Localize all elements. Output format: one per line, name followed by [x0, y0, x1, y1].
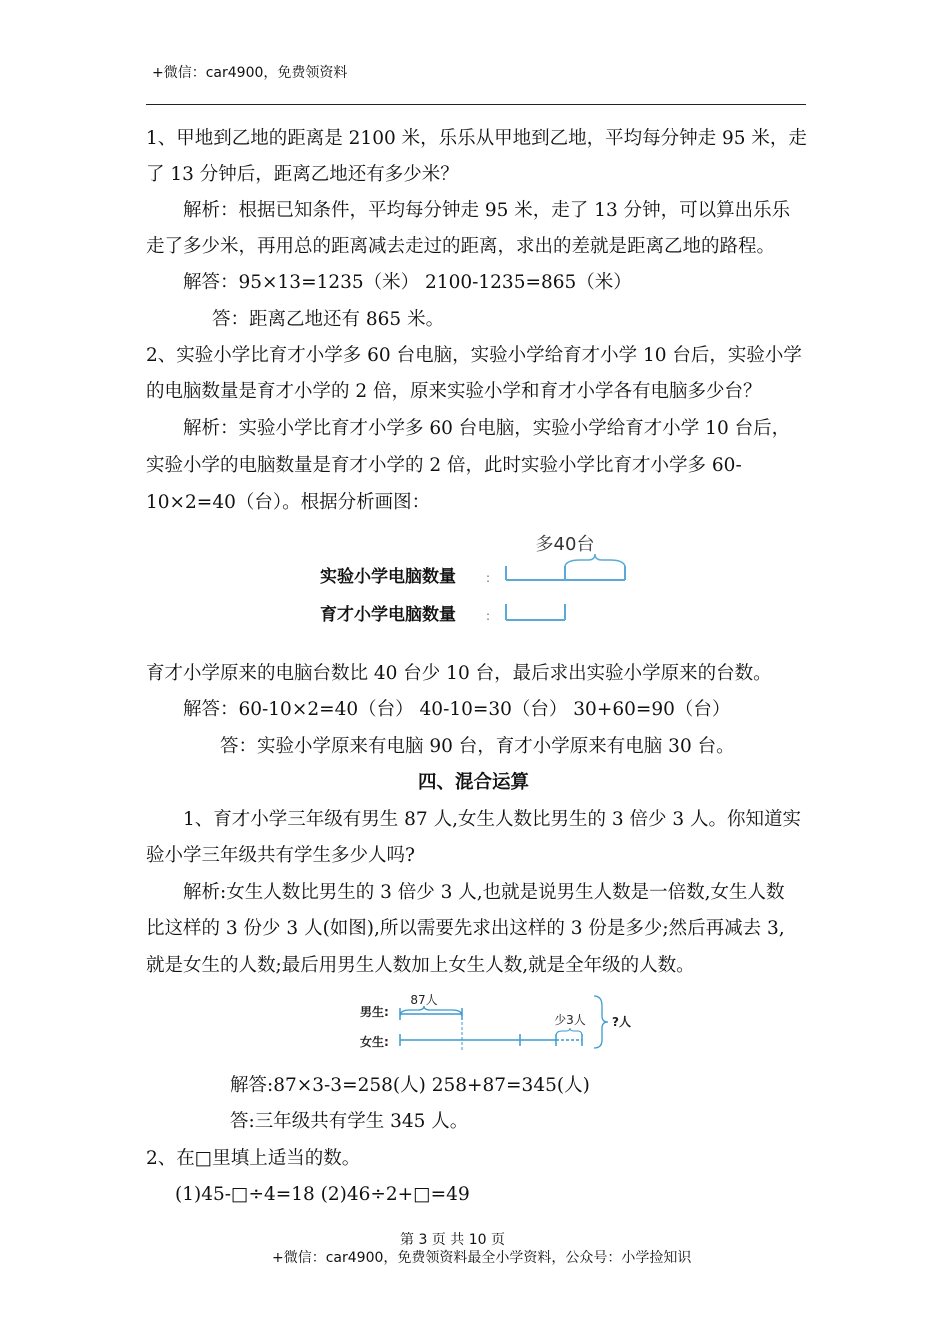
s4q1-analysis2: 比这样的 3 份少 3 人(如图),所以需要先求出这样的 3 份是多少;然后再减去 3, [146, 918, 785, 939]
s4q1-analysis3: 就是女生的人数;最后用男生人数加上女生人数,就是全年级的人数。 [146, 955, 695, 976]
q2-after: 育才小学原来的电脑台数比 40 台少 10 台，最后求出实验小学原来的台数。 [146, 663, 772, 684]
computer-diagram [310, 528, 650, 638]
diagram-boys-label: 男生: [360, 1005, 389, 1019]
s4q1-answer: 答:三年级共有学生 345 人。 [230, 1111, 469, 1132]
q1-line1: 1、甲地到乙地的距离是 2100 米，乐乐从甲地到乙地，平均每分钟走 95 米，走 [146, 128, 807, 149]
diagram-row1-colon: : [486, 571, 491, 585]
s4q1-line2: 验小学三年级共有学生多少人吗? [146, 845, 415, 866]
diagram-total-label: ?人 [612, 1015, 631, 1029]
q2-analysis3: 10×2=40（台）。根据分析画图： [146, 492, 431, 513]
s4q1-analysis1: 解析:女生人数比男生的 3 倍少 3 人,也就是说男生人数是一倍数,女生人数 [183, 882, 785, 903]
s4q2-line1: 2、在□里填上适当的数。 [146, 1148, 361, 1169]
diagram-less-label: 少3人 [554, 1013, 586, 1027]
diagram-row1-label: 实验小学电脑数量 [320, 567, 456, 587]
header-divider [146, 104, 806, 105]
diagram-row2-bar [506, 604, 565, 620]
footer-note: +微信：car4900，免费领资料最全小学资料，公众号：小学捡知识 [272, 1250, 692, 1266]
diagram-row2-colon: : [486, 609, 491, 623]
total-brace [594, 996, 608, 1048]
q1-analysis1: 解析：根据已知条件，平均每分钟走 95 米，走了 13 分钟，可以算出乐乐 [183, 200, 791, 221]
q1-answer: 答：距离乙地还有 865 米。 [212, 309, 445, 330]
q2-analysis1: 解析：实验小学比育才小学多 60 台电脑，实验小学给育才小学 10 台后， [183, 418, 791, 439]
q2-analysis2: 实验小学的电脑数量是育才小学的 2 倍，此时实验小学比育才小学多 60- [146, 455, 742, 476]
diagram-row2-label: 育才小学电脑数量 [320, 605, 456, 625]
q2-solution: 解答：60-10×2=40（台） 40-10=30（台） 30+60=90（台） [183, 699, 731, 720]
q2-line1: 2、实验小学比育才小学多 60 台电脑，实验小学给育才小学 10 台后，实验小学 [146, 345, 802, 366]
q2-answer: 答：实验小学原来有电脑 90 台，育才小学原来有电脑 30 台。 [220, 736, 735, 757]
q1-solution: 解答：95×13=1235（米） 2100-1235=865（米） [183, 272, 632, 293]
s4q2-line2: (1)45-□÷4=18 (2)46÷2+□=49 [175, 1184, 470, 1205]
q1-line2: 了 13 分钟后，距离乙地还有多少米？ [146, 164, 459, 185]
q2-line2: 的电脑数量是育才小学的 2 倍，原来实验小学和育才小学各有电脑多少台？ [146, 381, 762, 402]
page-number: 第 3 页 共 10 页 [400, 1232, 505, 1248]
diagram-boys-count: 87人 [410, 993, 438, 1007]
diagram-brace [565, 554, 625, 566]
diagram-girls-label: 女生: [360, 1035, 389, 1049]
girls-bar [400, 1034, 582, 1046]
s4q1-solution: 解答:87×3-3=258(人) 258+87=345(人) [230, 1075, 590, 1096]
section4-title: 四、混合运算 [418, 772, 530, 793]
q1-analysis2: 走了多少米，再用总的距离减去走过的距离，求出的差就是距离乙地的路程。 [146, 236, 776, 257]
diagram-top-label: 多40台 [535, 534, 595, 555]
diagram-row1-bar [506, 566, 625, 580]
header-note: +微信：car4900，免费领资料 [152, 65, 348, 81]
s4q1-line1: 1、育才小学三年级有男生 87 人,女生人数比男生的 3 倍少 3 人。你知道实 [183, 809, 802, 830]
students-diagram [358, 990, 648, 1054]
less-brace [556, 1028, 582, 1036]
